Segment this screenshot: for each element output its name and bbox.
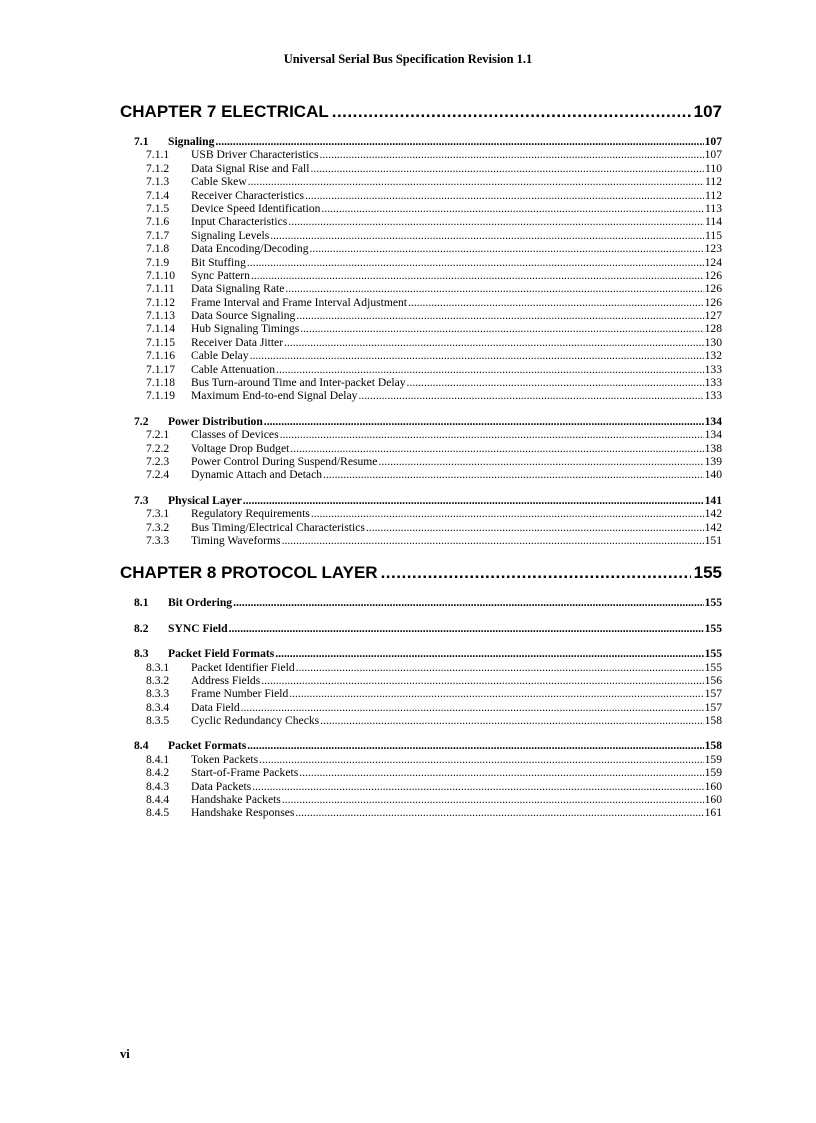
section-title: Power Distribution xyxy=(168,414,263,428)
toc-section-entry[interactable] xyxy=(120,135,722,148)
dot-leader xyxy=(300,322,703,335)
subsection-title: Token Packets xyxy=(191,752,259,766)
toc-subsection-entry[interactable] xyxy=(120,806,722,819)
subsection-title: Device Speed Identification xyxy=(191,201,321,215)
toc-subsection-entry[interactable] xyxy=(120,322,722,335)
toc-subsection-entry[interactable] xyxy=(120,363,722,376)
subsection-title: Start-of-Frame Packets xyxy=(191,766,299,780)
dot-leader xyxy=(296,661,704,674)
subsection-page-number: 112 xyxy=(705,188,722,202)
subsection-number: 8.3.4 xyxy=(146,700,170,714)
subsection-page-number: 110 xyxy=(705,161,722,175)
dot-leader xyxy=(285,282,703,295)
subsection-number: 7.1.13 xyxy=(146,309,175,323)
dot-leader xyxy=(284,336,704,349)
toc-subsection-entry[interactable] xyxy=(120,534,722,547)
subsection-page-number: 157 xyxy=(704,700,722,714)
subsection-title: Hub Signaling Timings xyxy=(191,322,300,336)
section-page-number: 141 xyxy=(704,493,722,507)
subsection-title: Bus Timing/Electrical Characteristics xyxy=(191,520,365,534)
toc-subsection-entry[interactable] xyxy=(120,521,722,534)
subsection-number: 8.4.3 xyxy=(146,779,170,793)
subsection-number: 7.1.11 xyxy=(146,282,175,296)
subsection-page-number: 123 xyxy=(704,242,722,256)
toc-subsection-entry[interactable] xyxy=(120,242,722,255)
toc-subsection-entry[interactable] xyxy=(120,674,722,687)
dot-leader xyxy=(288,215,704,228)
dot-leader xyxy=(264,415,704,428)
subsection-page-number: 151 xyxy=(704,533,722,547)
subsection-title: Data Source Signaling xyxy=(191,309,296,323)
subsection-page-number: 160 xyxy=(704,779,722,793)
subsection-title: Cable Skew xyxy=(191,175,247,189)
dot-leader xyxy=(241,701,704,714)
toc-subsection-entry[interactable] xyxy=(120,455,722,468)
toc-subsection-entry[interactable] xyxy=(120,701,722,714)
subsection-number: 7.1.18 xyxy=(146,376,175,390)
dot-leader xyxy=(305,189,704,202)
subsection-number: 8.3.5 xyxy=(146,714,170,728)
subsection-number: 7.1.9 xyxy=(146,255,170,269)
subsection-page-number: 107 xyxy=(704,148,722,162)
dot-leader xyxy=(320,148,704,161)
dot-leader xyxy=(252,780,703,793)
dot-leader xyxy=(215,135,703,148)
dot-leader xyxy=(295,806,703,819)
subsection-title: Receiver Characteristics xyxy=(191,188,304,202)
table-of-contents xyxy=(120,99,722,820)
subsection-number: 7.2.1 xyxy=(146,428,170,442)
page-number: vi xyxy=(120,1047,130,1061)
toc-subsection-entry[interactable] xyxy=(120,162,722,175)
toc-section-entry[interactable] xyxy=(120,739,722,752)
subsection-page-number: 138 xyxy=(704,441,722,455)
dot-leader xyxy=(282,793,704,806)
dot-leader xyxy=(323,468,704,481)
subsection-number: 7.1.2 xyxy=(146,161,170,175)
subsection-page-number: 133 xyxy=(704,389,722,403)
section-title: Physical Layer xyxy=(168,493,242,507)
subsection-number: 7.1.4 xyxy=(146,188,170,202)
toc-subsection-entry[interactable] xyxy=(120,714,722,727)
toc-subsection-entry[interactable] xyxy=(120,189,722,202)
section-page-number: 155 xyxy=(704,647,722,661)
toc-subsection-entry[interactable] xyxy=(120,428,722,441)
toc-chapter-entry[interactable] xyxy=(120,560,722,586)
subsection-title: Receiver Data Jitter xyxy=(191,335,284,349)
toc-subsection-entry[interactable] xyxy=(120,256,722,269)
toc-subsection-entry[interactable] xyxy=(120,336,722,349)
subsection-number: 8.3.2 xyxy=(146,673,170,687)
dot-leader xyxy=(270,229,704,242)
subsection-title: Regulatory Requirements xyxy=(191,507,310,521)
toc-subsection-entry[interactable] xyxy=(120,780,722,793)
toc-subsection-entry[interactable] xyxy=(120,349,722,362)
dot-leader xyxy=(321,202,704,215)
subsection-page-number: 132 xyxy=(704,349,722,363)
subsection-title: Bit Stuffing xyxy=(191,255,246,269)
subsection-page-number: 140 xyxy=(704,468,722,482)
subsection-title: Packet Identifier Field xyxy=(191,660,295,674)
subsection-number: 7.1.19 xyxy=(146,389,175,403)
subsection-number: 8.4.2 xyxy=(146,766,170,780)
section-number: 7.1 xyxy=(134,135,149,148)
subsection-number: 8.4.5 xyxy=(146,806,170,820)
subsection-number: 7.1.16 xyxy=(146,349,175,363)
toc-subsection-entry[interactable] xyxy=(120,753,722,766)
toc-section-entry[interactable] xyxy=(120,596,722,609)
section-number: 8.2 xyxy=(134,621,149,635)
subsection-number: 8.3.3 xyxy=(146,687,170,701)
subsection-page-number: 130 xyxy=(704,335,722,349)
subsection-number: 7.1.3 xyxy=(146,175,170,189)
chapter-title: CHAPTER 8 PROTOCOL LAYER xyxy=(120,563,378,583)
subsection-title: Maximum End-to-end Signal Delay xyxy=(191,389,358,403)
subsection-title: Input Characteristics xyxy=(191,215,288,229)
subsection-title: Cable Delay xyxy=(191,349,249,363)
chapter-title: CHAPTER 7 ELECTRICAL xyxy=(120,102,329,121)
section-number: 7.3 xyxy=(134,493,149,507)
section-number: 8.4 xyxy=(134,739,149,753)
subsection-title: Cyclic Redundancy Checks xyxy=(191,714,320,728)
subsection-page-number: 126 xyxy=(704,268,722,282)
subsection-title: Data Packets xyxy=(191,779,252,793)
toc-subsection-entry[interactable] xyxy=(120,148,722,161)
subsection-number: 7.1.15 xyxy=(146,335,175,349)
subsection-title: Address Fields xyxy=(191,673,261,687)
dot-leader xyxy=(276,363,704,376)
dot-leader xyxy=(311,162,705,175)
dot-leader xyxy=(248,175,704,188)
section-page-number: 158 xyxy=(704,739,722,753)
subsection-page-number: 161 xyxy=(704,806,722,820)
subsection-title: Signaling Levels xyxy=(191,228,270,242)
toc-subsection-entry[interactable] xyxy=(120,309,722,322)
toc-section-entry[interactable] xyxy=(120,647,722,660)
subsection-number: 7.1.7 xyxy=(146,228,170,242)
dot-leader xyxy=(381,560,691,586)
subsection-title: Data Signaling Rate xyxy=(191,282,285,296)
section-title: Packet Formats xyxy=(168,739,247,753)
subsection-title: Sync Pattern xyxy=(191,268,250,282)
toc-subsection-entry[interactable] xyxy=(120,766,722,779)
subsection-number: 8.4.1 xyxy=(146,752,170,766)
toc-subsection-entry[interactable] xyxy=(120,468,722,481)
dot-leader xyxy=(247,739,703,752)
subsection-number: 7.1.1 xyxy=(146,148,170,162)
subsection-page-number: 158 xyxy=(704,714,722,728)
subsection-page-number: 134 xyxy=(704,428,722,442)
subsection-page-number: 159 xyxy=(704,752,722,766)
subsection-title: Handshake Packets xyxy=(191,793,281,807)
dot-leader xyxy=(366,521,704,534)
dot-leader xyxy=(250,349,704,362)
toc-subsection-entry[interactable] xyxy=(120,389,722,402)
dot-leader xyxy=(259,753,703,766)
toc-subsection-entry[interactable] xyxy=(120,282,722,295)
subsection-title: Data Signal Rise and Fall xyxy=(191,161,310,175)
subsection-title: Bus Turn-around Time and Inter-packet Delay xyxy=(191,376,406,390)
toc-section-entry[interactable] xyxy=(120,494,722,507)
toc-subsection-entry[interactable] xyxy=(120,215,722,228)
subsection-title: Handshake Responses xyxy=(191,806,295,820)
subsection-page-number: 126 xyxy=(704,295,722,309)
section-page-number: 107 xyxy=(704,135,722,148)
toc-section-entry[interactable] xyxy=(120,415,722,428)
dot-leader xyxy=(233,596,704,609)
dot-leader xyxy=(408,296,704,309)
subsection-page-number: 128 xyxy=(704,322,722,336)
chapter-page-number: 155 xyxy=(693,563,722,583)
dot-leader xyxy=(311,507,704,520)
subsection-page-number: 127 xyxy=(704,309,722,323)
subsection-page-number: 155 xyxy=(704,660,722,674)
section-page-number: 134 xyxy=(704,414,722,428)
subsection-number: 7.3.2 xyxy=(146,520,170,534)
subsection-number: 7.2.2 xyxy=(146,441,170,455)
dot-leader xyxy=(299,766,703,779)
dot-leader xyxy=(247,256,704,269)
section-number: 8.3 xyxy=(134,647,149,661)
subsection-number: 7.1.10 xyxy=(146,268,175,282)
section-title: Packet Field Formats xyxy=(168,647,275,661)
subsection-page-number: 126 xyxy=(704,282,722,296)
toc-subsection-entry[interactable] xyxy=(120,229,722,242)
section-title: Signaling xyxy=(168,135,215,148)
subsection-title: Frame Number Field xyxy=(191,687,289,701)
subsection-title: Data Field xyxy=(191,700,240,714)
subsection-page-number: 159 xyxy=(704,766,722,780)
dot-leader xyxy=(332,99,691,125)
subsection-number: 7.1.8 xyxy=(146,242,170,256)
section-title: SYNC Field xyxy=(168,621,228,635)
running-header: Universal Serial Bus Specification Revision 1.1 xyxy=(283,52,533,66)
subsection-page-number: 142 xyxy=(704,507,722,521)
subsection-title: Voltage Drop Budget xyxy=(191,441,290,455)
subsection-title: Cable Attenuation xyxy=(191,362,276,376)
toc-subsection-entry[interactable] xyxy=(120,175,722,188)
subsection-page-number: 133 xyxy=(704,362,722,376)
subsection-title: USB Driver Characteristics xyxy=(191,148,319,162)
toc-chapter-entry[interactable] xyxy=(120,99,722,125)
toc-subsection-entry[interactable] xyxy=(120,661,722,674)
subsection-number: 7.2.4 xyxy=(146,468,170,482)
section-number: 7.2 xyxy=(134,414,149,428)
subsection-title: Classes of Devices xyxy=(191,428,279,442)
subsection-page-number: 142 xyxy=(704,520,722,534)
dot-leader xyxy=(310,242,704,255)
toc-subsection-entry[interactable] xyxy=(120,687,722,700)
toc-subsection-entry[interactable] xyxy=(120,793,722,806)
subsection-page-number: 157 xyxy=(704,687,722,701)
subsection-page-number: 113 xyxy=(705,201,722,215)
subsection-number: 7.3.1 xyxy=(146,507,170,521)
subsection-page-number: 124 xyxy=(704,255,722,269)
subsection-title: Dynamic Attach and Detach xyxy=(191,468,323,482)
subsection-number: 8.4.4 xyxy=(146,793,170,807)
dot-leader xyxy=(275,647,703,660)
subsection-title: Frame Interval and Frame Interval Adjustment xyxy=(191,295,408,309)
subsection-page-number: 133 xyxy=(704,376,722,390)
subsection-number: 7.1.6 xyxy=(146,215,170,229)
section-title: Bit Ordering xyxy=(168,596,233,610)
subsection-page-number: 156 xyxy=(704,673,722,687)
subsection-title: Data Encoding/Decoding xyxy=(191,242,309,256)
subsection-number: 7.1.5 xyxy=(146,201,170,215)
section-number: 8.1 xyxy=(134,596,149,610)
subsection-number: 7.3.3 xyxy=(146,533,170,547)
dot-leader xyxy=(378,455,703,468)
toc-subsection-entry[interactable] xyxy=(120,376,722,389)
toc-subsection-entry[interactable] xyxy=(120,202,722,215)
chapter-page-number: 107 xyxy=(693,102,722,121)
dot-leader xyxy=(358,389,703,402)
subsection-number: 7.1.12 xyxy=(146,295,175,309)
section-page-number: 155 xyxy=(704,596,722,610)
dot-leader xyxy=(289,687,703,700)
section-page-number: 155 xyxy=(704,621,722,635)
dot-leader xyxy=(320,714,703,727)
subsection-number: 7.1.14 xyxy=(146,322,175,336)
dot-leader xyxy=(261,674,703,687)
subsection-page-number: 160 xyxy=(704,793,722,807)
dot-leader xyxy=(229,622,704,635)
toc-section-entry[interactable] xyxy=(120,622,722,635)
dot-leader xyxy=(296,309,703,322)
toc-subsection-entry[interactable] xyxy=(120,269,722,282)
toc-subsection-entry[interactable] xyxy=(120,442,722,455)
dot-leader xyxy=(407,376,704,389)
subsection-number: 7.1.17 xyxy=(146,362,175,376)
subsection-page-number: 112 xyxy=(705,175,722,189)
subsection-page-number: 115 xyxy=(705,228,722,242)
subsection-page-number: 139 xyxy=(704,454,722,468)
subsection-number: 7.2.3 xyxy=(146,454,170,468)
toc-subsection-entry[interactable] xyxy=(120,296,722,309)
subsection-title: Timing Waveforms xyxy=(191,533,281,547)
subsection-number: 8.3.1 xyxy=(146,660,170,674)
toc-subsection-entry[interactable] xyxy=(120,507,722,520)
subsection-title: Power Control During Suspend/Resume xyxy=(191,454,378,468)
dot-leader xyxy=(243,494,704,507)
dot-leader xyxy=(290,442,703,455)
dot-leader xyxy=(282,534,704,547)
subsection-page-number: 114 xyxy=(705,215,722,229)
dot-leader xyxy=(280,428,704,441)
dot-leader xyxy=(251,269,704,282)
